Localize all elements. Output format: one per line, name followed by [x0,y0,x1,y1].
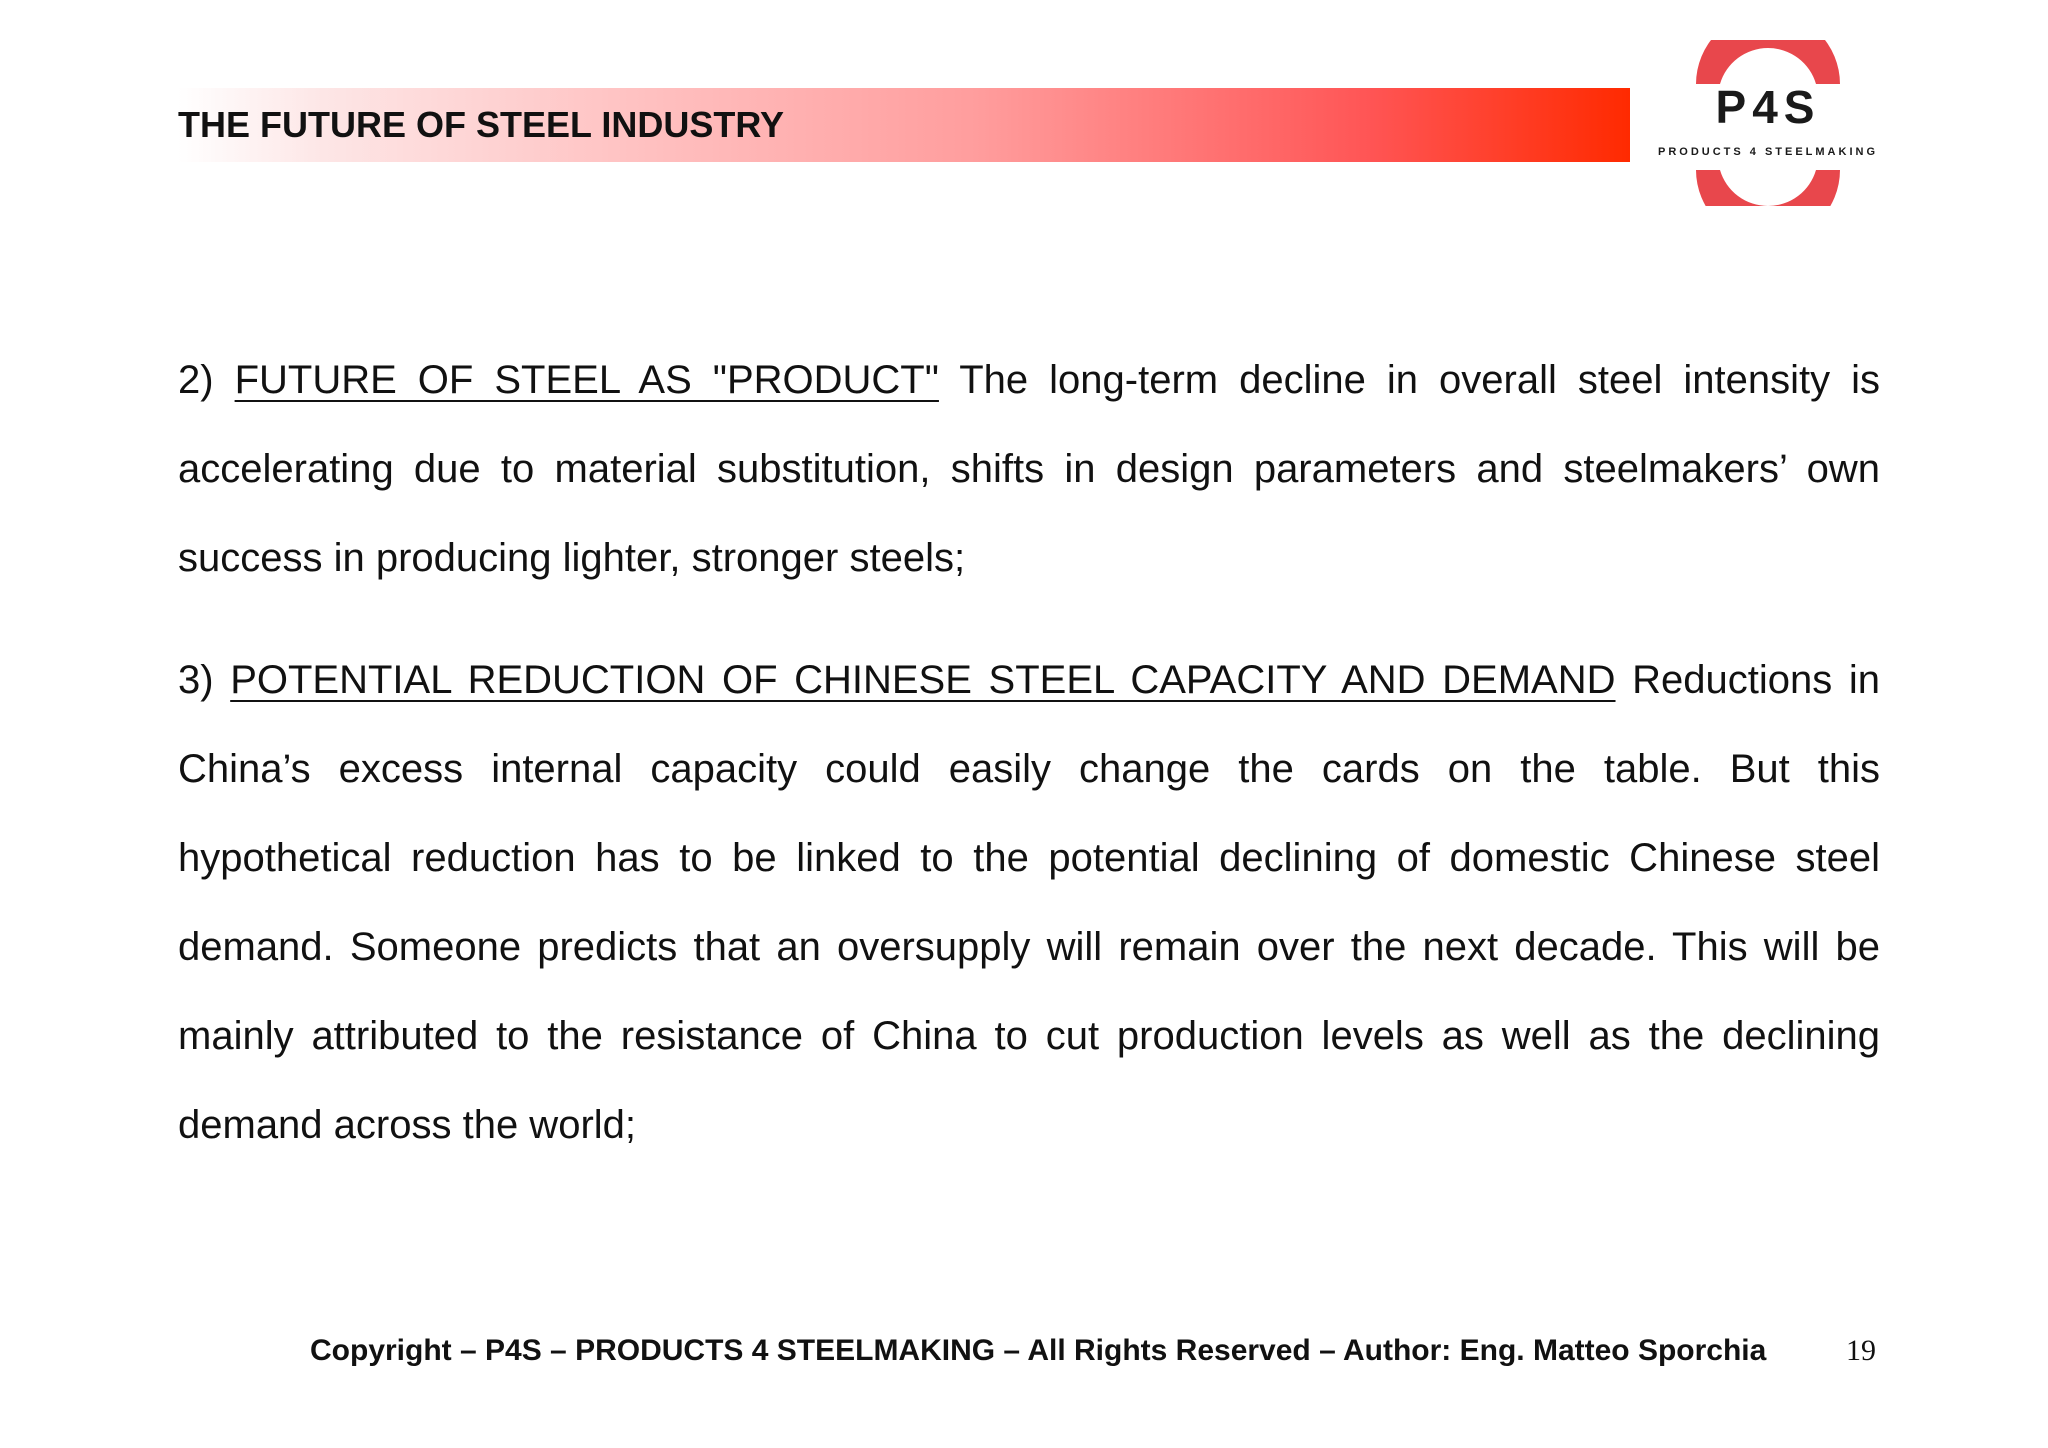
p4s-logo-graphic [1650,40,1886,206]
content-body [178,336,1880,1170]
item-body: Reductions in China’s excess internal capacity could easily change the cards on the table. But this hypothetical reduction has to be linked to the potential declining of domestic Chinese steel demand. Someone predicts that an oversupply will remain over the next decade. This will be mainly attributed to the resistance of China to cut production levels as well as the declining demand across the world; [178,658,1880,1147]
item-number: 2) [178,358,214,402]
copyright-footer: Copyright – P4S – PRODUCTS 4 STEELMAKING – All Rights Reserved – Author: Eng. Matteo Sporchia [310,1334,1767,1367]
item-heading: POTENTIAL REDUCTION OF CHINESE STEEL CAPACITY AND DEMAND [230,658,1616,702]
page-title: THE FUTURE OF STEEL INDUSTRY [178,104,785,145]
item-heading: FUTURE OF STEEL AS "PRODUCT" [234,358,939,402]
logo-tagline: PRODUCTS 4 STEELMAKING [1657,146,1879,158]
item-number: 3) [178,658,214,702]
logo-mark: P4S [1715,81,1821,133]
content-item-2 [178,336,1880,603]
logo-top-arc [1696,40,1840,84]
logo-bottom-arc [1696,170,1840,206]
page-number: 19 [1846,1334,1876,1367]
item-body: The long-term decline in overall steel intensity is accelerating due to material substitution, shifts in design parameters and steelmakers’ own success in producing lighter, stronger steels; [178,358,1880,580]
content-item-3 [178,636,1880,1170]
p4s-logo [1650,40,1886,206]
